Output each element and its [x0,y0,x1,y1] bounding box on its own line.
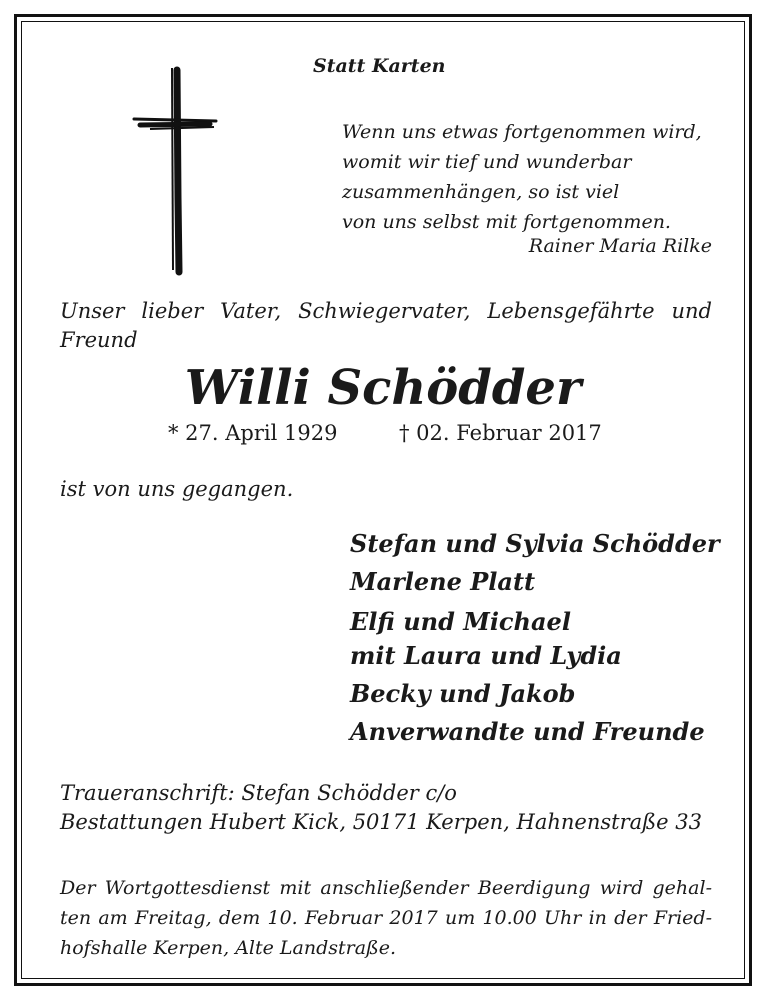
quote-line: Wenn uns etwas fortgenommen wird, [342,121,702,143]
cross-icon [130,58,220,278]
address-line: Bestattungen Hubert Kick, 50171 Kerpen, Hahnenstraße 33 [60,810,702,834]
death-date: † 02. Februar 2017 [399,421,602,445]
rilke-quote [342,117,702,237]
statt-karten: Statt Karten [313,55,446,77]
intro-text [60,297,712,355]
intro-line: Unser lieber Vater, Schwiegervater, Lebensgefährte und [60,299,712,323]
birth-date: * 27. April 1929 [168,421,338,445]
service-line: ten am Freitag, dem 10. Februar 2017 um 10.00 Uhr in der Fried- [60,907,712,929]
quote-author: Rainer Maria Rilke [528,235,712,257]
family-member: Marlene Platt [350,567,536,596]
family-member: Becky und Jakob [350,679,576,708]
address-line: Traueranschrift: Stefan Schödder c/o [60,781,457,805]
service-line: Der Wortgottesdienst mit anschließender Beerdigung wird gehal- [60,877,712,899]
quote-line: zusammenhängen, so ist viel [342,181,620,203]
family-member: Elfi und Michael [350,607,571,636]
family-member: mit Laura und Lydia [350,641,622,670]
intro-line: Freund [60,328,138,352]
service-line: hofshalle Kerpen, Alte Landstraße. [60,937,397,959]
gone-text: ist von uns gegangen. [60,477,294,501]
service-info [60,873,712,963]
deceased-name: Willi Schödder [184,360,582,416]
quote-line: von uns selbst mit fortgenommen. [342,211,671,233]
family-member: Stefan und Sylvia Schödder [350,529,720,558]
quote-line: womit wir tief und wunderbar [342,151,632,173]
family-member: Anverwandte und Freunde [350,717,705,746]
